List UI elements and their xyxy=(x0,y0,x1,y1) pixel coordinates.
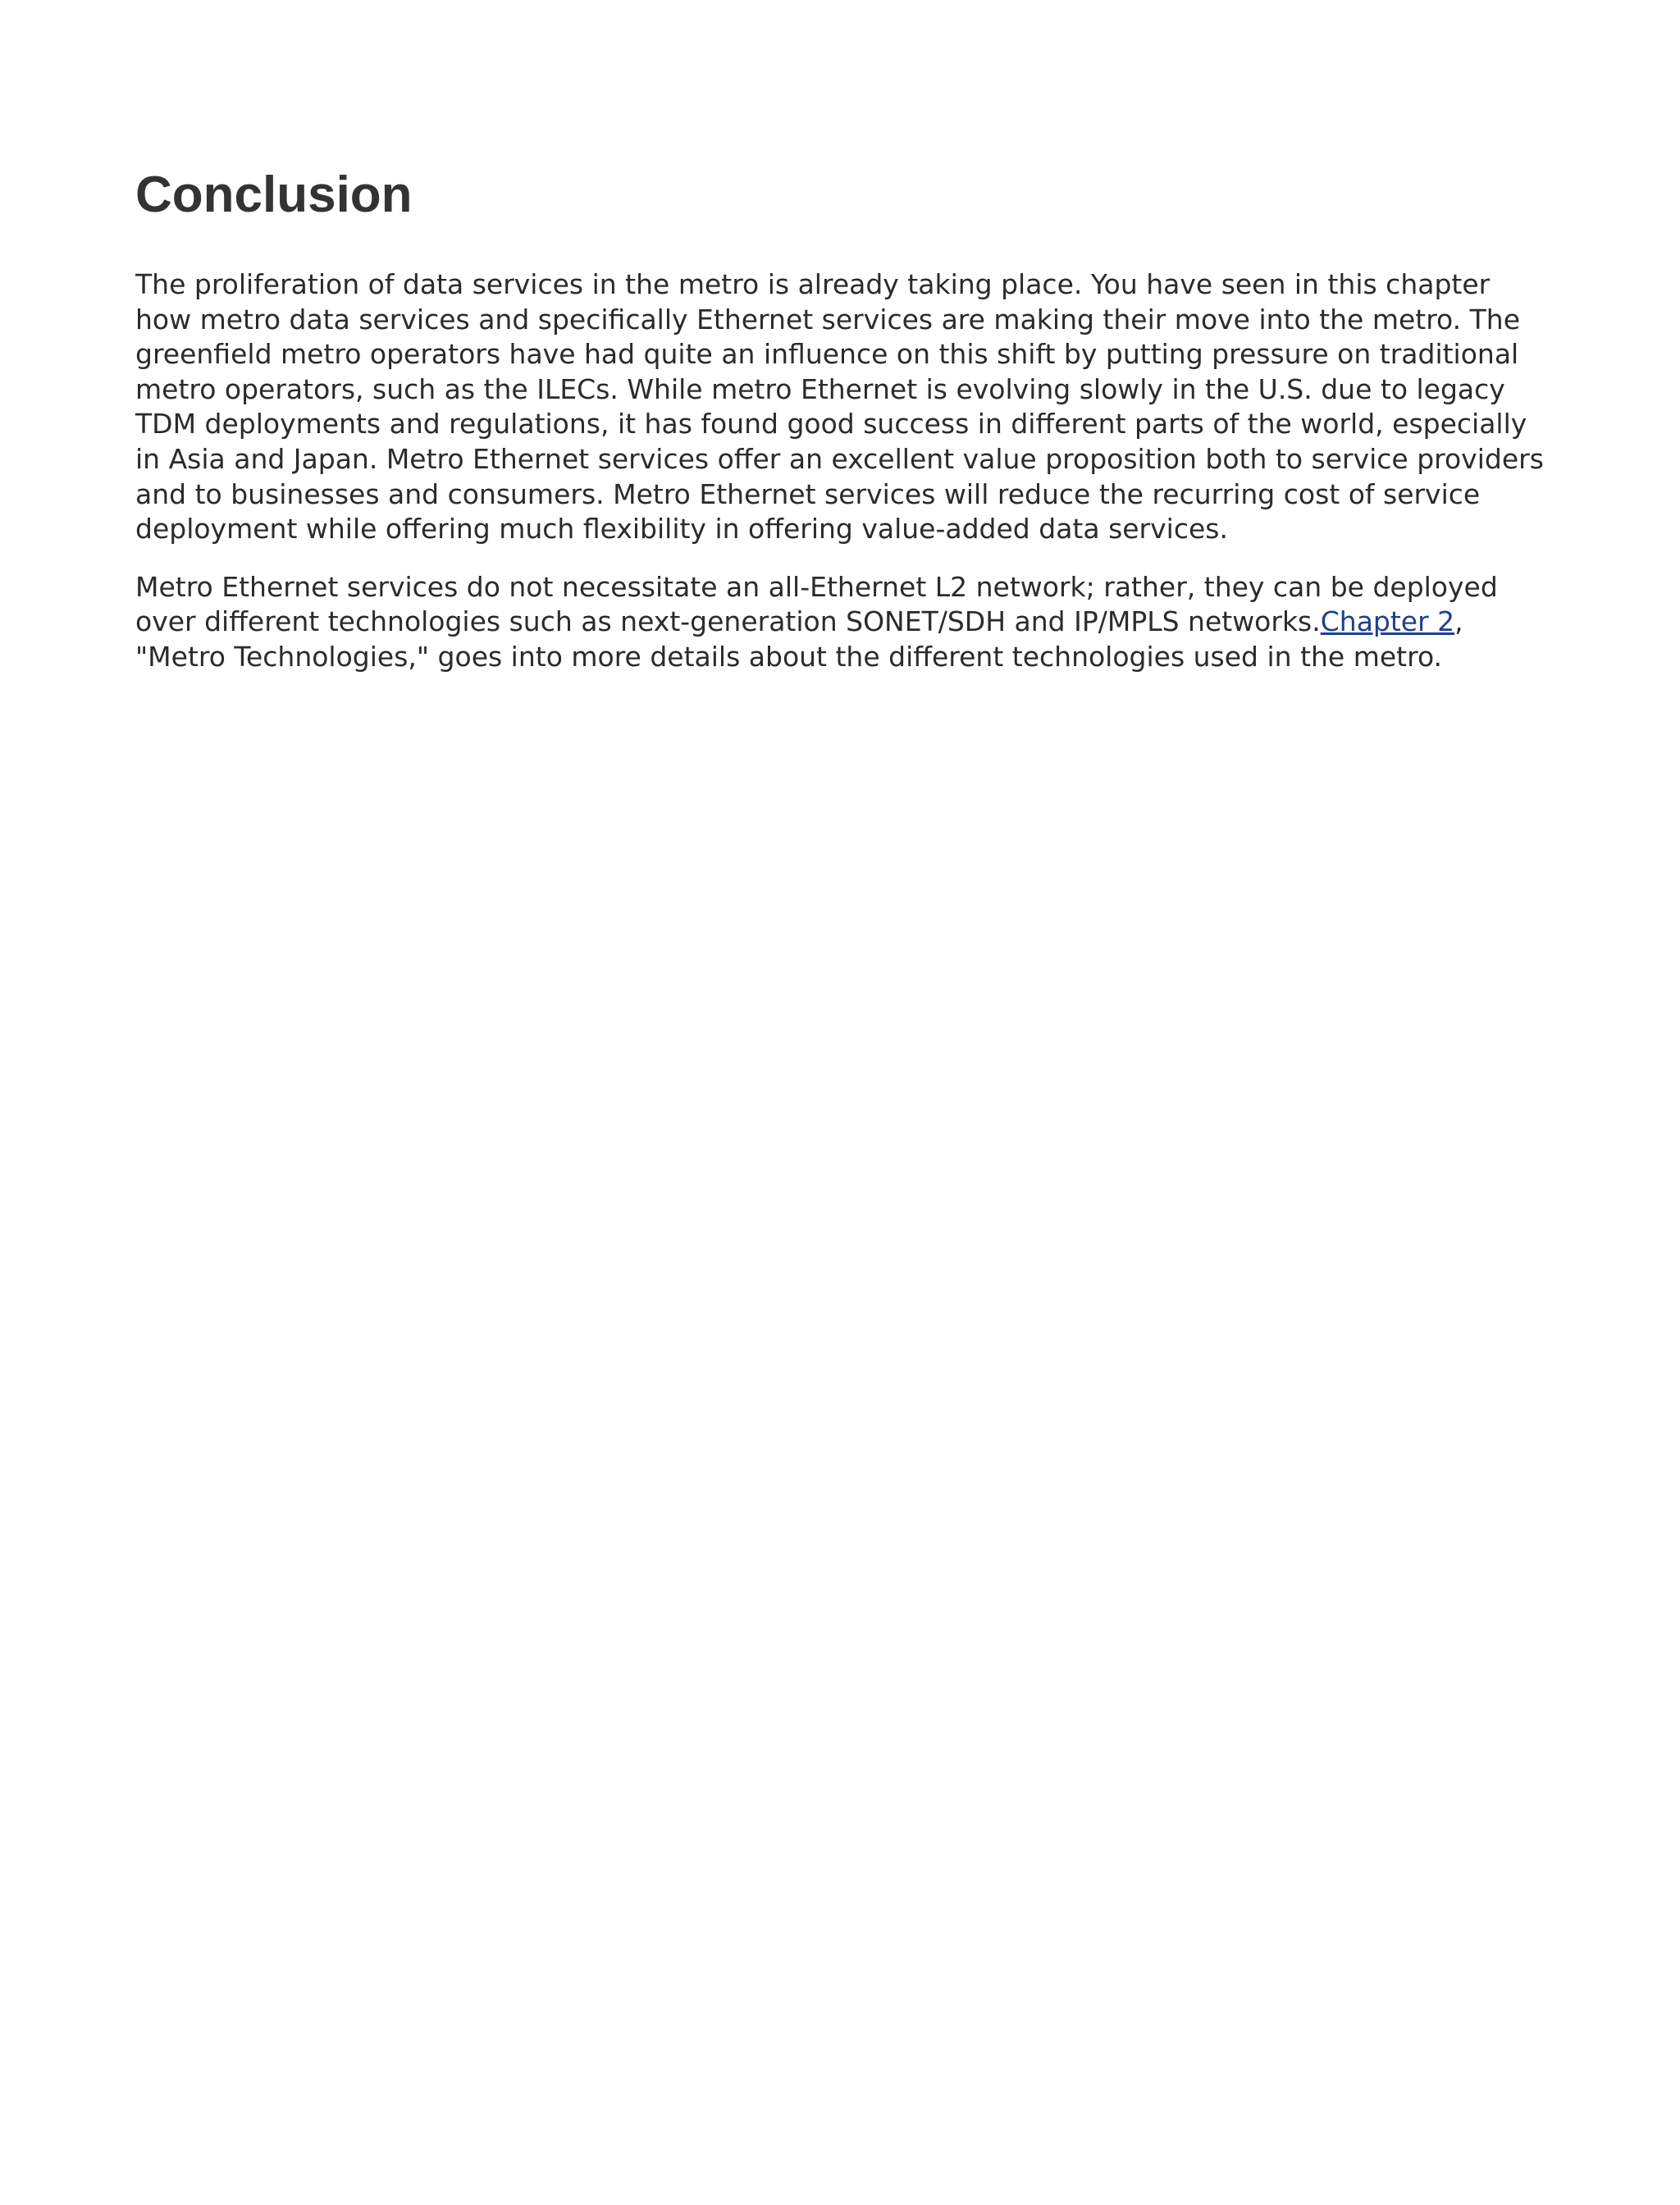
paragraph-2-text-after-link: , "Metro Technologies," goes into more details about the different technologies used in the metro. xyxy=(135,605,1463,673)
document-content xyxy=(135,164,1546,698)
paragraph-2-text-before-link: Metro Ethernet services do not necessitate an all-Ethernet L2 network; rather, they can be deployed over different technologies such as next-generation SONET/SDH and IP/MPLS networks. xyxy=(135,570,1498,638)
paragraph-2 xyxy=(135,570,1546,675)
paragraph-1: The proliferation of data services in the metro is already taking place. You have seen in this chapter how metro data services and specifically Ethernet services are making their move into the metro. The greenfield metro operators have had quite an influence on this shift by putting pressure on traditional metro operators, such as the ILECs. While metro Ethernet is evolving slowly in the U.S. due to legacy TDM deployments and regulations, it has found good success in different parts of the world, especially in Asia and Japan. Metro Ethernet services offer an excellent value proposition both to service providers and to businesses and consumers. Metro Ethernet services will reduce the recurring cost of service deployment while offering much flexibility in offering value-added data services. xyxy=(135,268,1544,546)
page-title: Conclusion xyxy=(135,167,413,223)
chapter-2-link[interactable]: Chapter 2 xyxy=(1320,605,1455,638)
